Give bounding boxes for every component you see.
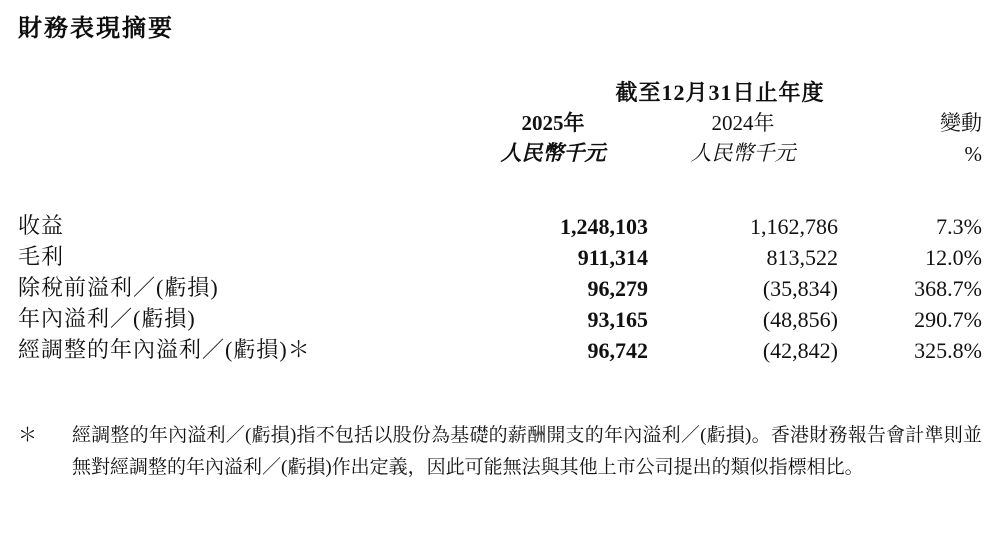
column-header-change: 變動 <box>940 111 982 135</box>
row-value-2024: 1,162,786 <box>750 214 838 239</box>
header-empty-cell <box>18 107 458 137</box>
row-label: 毛利 <box>18 244 65 269</box>
column-header-year-2024: 2024年 <box>711 111 775 135</box>
header-row-years <box>18 107 982 137</box>
page-title: 財務表現摘要 <box>18 16 174 42</box>
row-value-2024: (48,856) <box>762 307 838 332</box>
spacer-cell <box>648 167 838 209</box>
table-row <box>18 302 982 333</box>
table-row <box>18 240 982 271</box>
spacer-cell <box>838 167 982 209</box>
row-value-2025: 93,165 <box>587 307 648 332</box>
header-row-units <box>18 137 982 167</box>
row-value-2024: (42,842) <box>762 338 838 363</box>
row-value-change: 325.8% <box>914 338 982 363</box>
spacer-cell <box>18 167 458 209</box>
row-value-change: 7.3% <box>936 214 982 239</box>
row-value-change: 12.0% <box>925 245 982 270</box>
column-unit-2025: 人民幣千元 <box>500 141 606 165</box>
footnote-text: 經調整的年內溢利／(虧損)指不包括以股份為基礎的薪酬開支的年內溢利／(虧損)。香港財務報告會計準則並無對經調整的年內溢利／(虧損)作出定義，因此可能無法與其他上市公司提出的類似指標相比。 <box>72 425 982 478</box>
row-value-2024: (35,834) <box>762 276 838 301</box>
row-value-2025: 96,279 <box>587 276 648 301</box>
column-header-year-2025: 2025年 <box>521 111 585 135</box>
table-row <box>18 209 982 240</box>
period-header: 截至12月31日止年度 <box>615 80 825 105</box>
footnote-marker: ＊ <box>18 425 38 446</box>
row-value-change: 290.7% <box>914 307 982 332</box>
header-empty-cell <box>18 137 458 167</box>
table-row <box>18 271 982 302</box>
header-empty-cell <box>18 76 458 107</box>
row-label: 經調整的年內溢利／(虧損)＊ <box>18 337 311 362</box>
row-value-2024: 813,522 <box>766 245 838 270</box>
header-spacer-row <box>18 167 982 209</box>
header-row-period <box>18 76 982 107</box>
table-header <box>18 76 982 209</box>
row-label: 年內溢利／(虧損) <box>18 306 196 331</box>
row-label: 收益 <box>18 213 65 238</box>
financial-summary-table <box>18 76 982 364</box>
footnote <box>18 420 982 484</box>
row-value-2025: 96,742 <box>587 338 648 363</box>
row-value-2025: 1,248,103 <box>560 214 648 239</box>
column-unit-2024: 人民幣千元 <box>690 141 796 165</box>
column-unit-change: % <box>964 142 982 166</box>
table-body <box>18 209 982 364</box>
spacer-cell <box>458 167 648 209</box>
table-row <box>18 333 982 364</box>
row-value-2025: 911,314 <box>577 245 648 270</box>
row-value-change: 368.7% <box>914 276 982 301</box>
row-label: 除稅前溢利／(虧損) <box>18 275 219 300</box>
